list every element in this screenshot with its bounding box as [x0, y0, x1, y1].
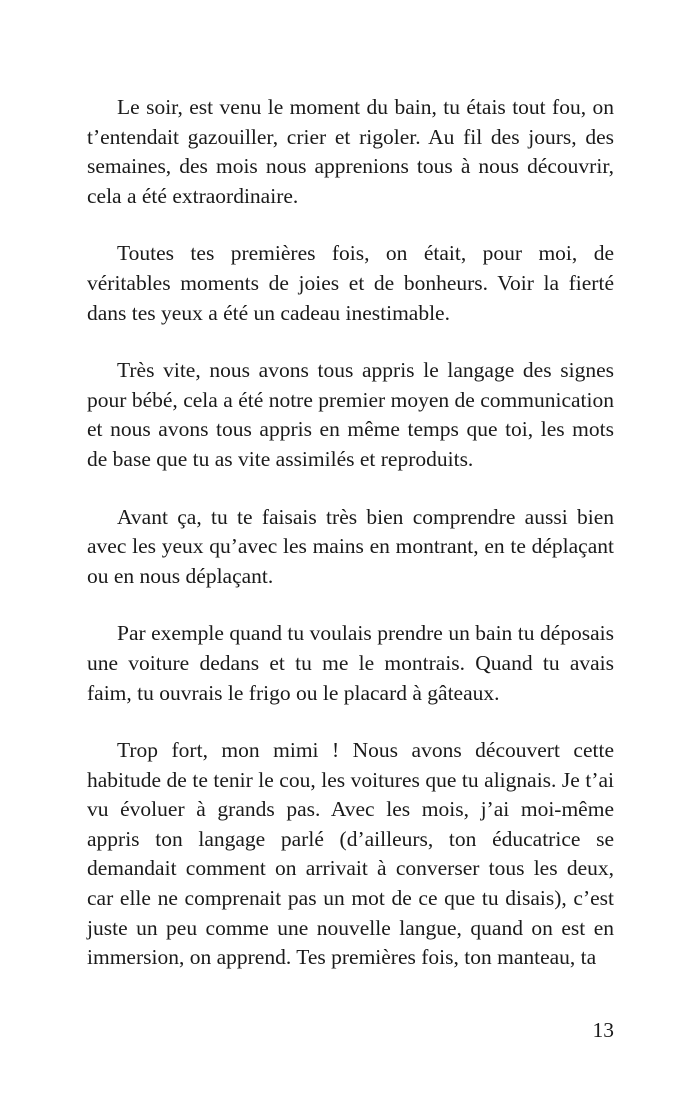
paragraph-before-that: Avant ça, tu te faisais très bien comprendre aussi bien avec les yeux qu’avec les mains en montrant, en te déplaçant ou en nous déplaçant. — [87, 504, 614, 588]
paragraph-for-example: Par exemple quand tu voulais prendre un bain tu déposais une voiture dedans et tu me le montrais. Quand tu avais faim, tu ouvrais le frigo ou le placard à gâteaux. — [87, 621, 614, 705]
paragraph-bath-time: Le soir, est venu le moment du bain, tu étais tout fou, on t’entendait gazouiller, crier et rigoler. Au fil des jours, des semaines, des mois nous apprenions tous à nous découvrir, cela a été extraordinaire. — [87, 95, 614, 208]
paragraph-first-times: Toutes tes premières fois, on était, pour moi, de véritables moments de joies et de bonheurs. Voir la fierté dans tes yeux a été un cadeau inestimable. — [87, 241, 614, 325]
paragraph-sign-language: Très vite, nous avons tous appris le langage des signes pour bébé, cela a été notre premier moyen de communication et nous avons tous appris en même temps que toi, les mots de base que tu as vite assimilés et reproduits. — [87, 358, 614, 471]
page-number: 13 — [592, 1018, 614, 1042]
paragraph-too-strong: Trop fort, mon mimi ! Nous avons découvert cette habitude de te tenir le cou, les voitures que tu alignais. Je t’ai vu évoluer à grands pas. Avec les mois, j’ai moi-même appris ton langage parlé (d’ailleurs, ton éducatrice se demandait comment on arrivait à converser tous les deux, car elle ne comprenait pas un mot de ce que tu disais), c’est juste un peu comme une nouvelle langue, quand on est en immersion, on apprend. Tes premières fois, ton manteau, ta — [87, 738, 614, 970]
page-body-text — [87, 93, 614, 1001]
